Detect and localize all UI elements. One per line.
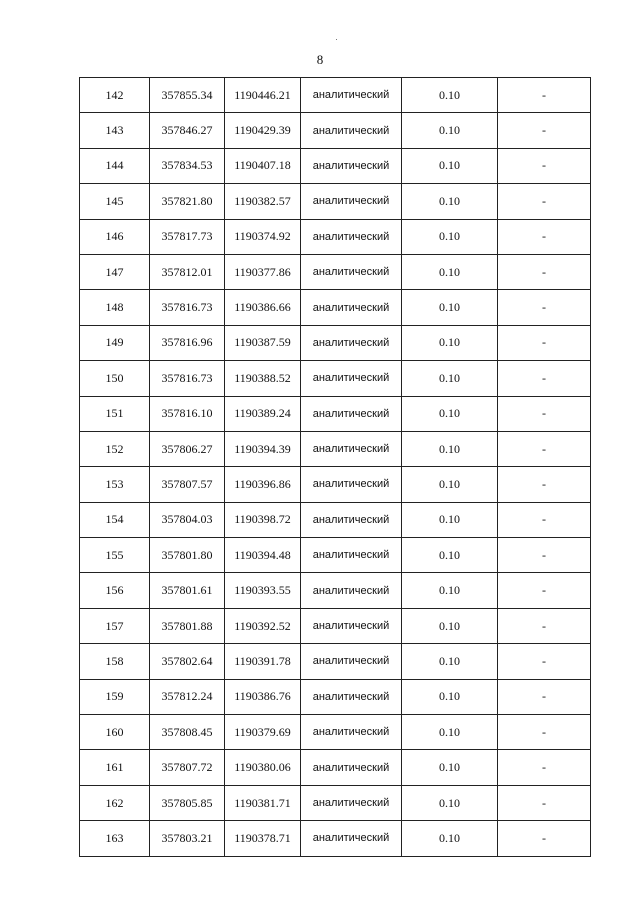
accuracy-cell: 0.10 bbox=[402, 644, 498, 679]
point-number-cell: 142 bbox=[80, 78, 150, 113]
note-cell: - bbox=[498, 254, 591, 289]
table-row bbox=[80, 254, 591, 289]
point-number-cell: 148 bbox=[80, 290, 150, 325]
method-cell: аналитический bbox=[301, 715, 402, 750]
y-coordinate-cell: 1190391.78 bbox=[225, 644, 301, 679]
accuracy-cell: 0.10 bbox=[402, 431, 498, 466]
note-cell: - bbox=[498, 361, 591, 396]
method-cell: аналитический bbox=[301, 219, 402, 254]
note-cell: - bbox=[498, 573, 591, 608]
method-cell: аналитический bbox=[301, 361, 402, 396]
y-coordinate-cell: 1190394.39 bbox=[225, 431, 301, 466]
accuracy-cell: 0.10 bbox=[402, 361, 498, 396]
point-number-cell: 158 bbox=[80, 644, 150, 679]
y-coordinate-cell: 1190389.24 bbox=[225, 396, 301, 431]
method-cell: аналитический bbox=[301, 78, 402, 113]
method-cell: аналитический bbox=[301, 785, 402, 820]
method-cell: аналитический bbox=[301, 573, 402, 608]
accuracy-cell: 0.10 bbox=[402, 113, 498, 148]
point-number-cell: 162 bbox=[80, 785, 150, 820]
x-coordinate-cell: 357816.73 bbox=[150, 361, 225, 396]
note-cell: - bbox=[498, 396, 591, 431]
y-coordinate-cell: 1190429.39 bbox=[225, 113, 301, 148]
method-cell: аналитический bbox=[301, 431, 402, 466]
accuracy-cell: 0.10 bbox=[402, 290, 498, 325]
x-coordinate-cell: 357807.72 bbox=[150, 750, 225, 785]
note-cell: - bbox=[498, 715, 591, 750]
point-number-cell: 163 bbox=[80, 821, 150, 856]
table-row bbox=[80, 538, 591, 573]
x-coordinate-cell: 357804.03 bbox=[150, 502, 225, 537]
method-cell: аналитический bbox=[301, 679, 402, 714]
y-coordinate-cell: 1190382.57 bbox=[225, 184, 301, 219]
method-cell: аналитический bbox=[301, 184, 402, 219]
x-coordinate-cell: 357821.80 bbox=[150, 184, 225, 219]
scan-speck bbox=[336, 39, 337, 40]
y-coordinate-cell: 1190387.59 bbox=[225, 325, 301, 360]
note-cell: - bbox=[498, 750, 591, 785]
y-coordinate-cell: 1190381.71 bbox=[225, 785, 301, 820]
x-coordinate-cell: 357803.21 bbox=[150, 821, 225, 856]
table-row bbox=[80, 821, 591, 856]
y-coordinate-cell: 1190378.71 bbox=[225, 821, 301, 856]
method-cell: аналитический bbox=[301, 608, 402, 643]
note-cell: - bbox=[498, 785, 591, 820]
point-number-cell: 157 bbox=[80, 608, 150, 643]
point-number-cell: 152 bbox=[80, 431, 150, 466]
method-cell: аналитический bbox=[301, 821, 402, 856]
y-coordinate-cell: 1190374.92 bbox=[225, 219, 301, 254]
table-row bbox=[80, 290, 591, 325]
point-number-cell: 147 bbox=[80, 254, 150, 289]
x-coordinate-cell: 357816.73 bbox=[150, 290, 225, 325]
y-coordinate-cell: 1190386.66 bbox=[225, 290, 301, 325]
method-cell: аналитический bbox=[301, 290, 402, 325]
note-cell: - bbox=[498, 184, 591, 219]
point-number-cell: 143 bbox=[80, 113, 150, 148]
accuracy-cell: 0.10 bbox=[402, 679, 498, 714]
x-coordinate-cell: 357801.80 bbox=[150, 538, 225, 573]
note-cell: - bbox=[498, 325, 591, 360]
table-row bbox=[80, 679, 591, 714]
point-number-cell: 154 bbox=[80, 502, 150, 537]
accuracy-cell: 0.10 bbox=[402, 573, 498, 608]
x-coordinate-cell: 357817.73 bbox=[150, 219, 225, 254]
accuracy-cell: 0.10 bbox=[402, 715, 498, 750]
table-row bbox=[80, 396, 591, 431]
x-coordinate-cell: 357802.64 bbox=[150, 644, 225, 679]
y-coordinate-cell: 1190377.86 bbox=[225, 254, 301, 289]
method-cell: аналитический bbox=[301, 254, 402, 289]
table-row bbox=[80, 184, 591, 219]
x-coordinate-cell: 357834.53 bbox=[150, 148, 225, 183]
accuracy-cell: 0.10 bbox=[402, 325, 498, 360]
y-coordinate-cell: 1190396.86 bbox=[225, 467, 301, 502]
table-row bbox=[80, 431, 591, 466]
accuracy-cell: 0.10 bbox=[402, 538, 498, 573]
accuracy-cell: 0.10 bbox=[402, 750, 498, 785]
method-cell: аналитический bbox=[301, 113, 402, 148]
y-coordinate-cell: 1190380.06 bbox=[225, 750, 301, 785]
point-number-cell: 159 bbox=[80, 679, 150, 714]
x-coordinate-cell: 357816.10 bbox=[150, 396, 225, 431]
method-cell: аналитический bbox=[301, 750, 402, 785]
y-coordinate-cell: 1190388.52 bbox=[225, 361, 301, 396]
point-number-cell: 160 bbox=[80, 715, 150, 750]
table-row bbox=[80, 750, 591, 785]
coordinates-table bbox=[79, 77, 591, 857]
note-cell: - bbox=[498, 538, 591, 573]
accuracy-cell: 0.10 bbox=[402, 396, 498, 431]
table-row bbox=[80, 785, 591, 820]
x-coordinate-cell: 357846.27 bbox=[150, 113, 225, 148]
accuracy-cell: 0.10 bbox=[402, 502, 498, 537]
x-coordinate-cell: 357816.96 bbox=[150, 325, 225, 360]
note-cell: - bbox=[498, 148, 591, 183]
method-cell: аналитический bbox=[301, 538, 402, 573]
note-cell: - bbox=[498, 679, 591, 714]
accuracy-cell: 0.10 bbox=[402, 467, 498, 502]
x-coordinate-cell: 357812.01 bbox=[150, 254, 225, 289]
table-row bbox=[80, 644, 591, 679]
table-row bbox=[80, 219, 591, 254]
method-cell: аналитический bbox=[301, 467, 402, 502]
note-cell: - bbox=[498, 467, 591, 502]
x-coordinate-cell: 357855.34 bbox=[150, 78, 225, 113]
point-number-cell: 151 bbox=[80, 396, 150, 431]
x-coordinate-cell: 357801.88 bbox=[150, 608, 225, 643]
table-row bbox=[80, 715, 591, 750]
table-row bbox=[80, 467, 591, 502]
point-number-cell: 145 bbox=[80, 184, 150, 219]
accuracy-cell: 0.10 bbox=[402, 78, 498, 113]
note-cell: - bbox=[498, 608, 591, 643]
point-number-cell: 150 bbox=[80, 361, 150, 396]
coordinates-table-body bbox=[80, 78, 591, 857]
table-row bbox=[80, 608, 591, 643]
table-row bbox=[80, 573, 591, 608]
x-coordinate-cell: 357806.27 bbox=[150, 431, 225, 466]
y-coordinate-cell: 1190407.18 bbox=[225, 148, 301, 183]
note-cell: - bbox=[498, 821, 591, 856]
point-number-cell: 153 bbox=[80, 467, 150, 502]
table-row bbox=[80, 502, 591, 537]
note-cell: - bbox=[498, 644, 591, 679]
note-cell: - bbox=[498, 290, 591, 325]
x-coordinate-cell: 357812.24 bbox=[150, 679, 225, 714]
note-cell: - bbox=[498, 219, 591, 254]
table-row bbox=[80, 361, 591, 396]
table-row bbox=[80, 148, 591, 183]
accuracy-cell: 0.10 bbox=[402, 219, 498, 254]
method-cell: аналитический bbox=[301, 396, 402, 431]
y-coordinate-cell: 1190446.21 bbox=[225, 78, 301, 113]
table-row bbox=[80, 113, 591, 148]
accuracy-cell: 0.10 bbox=[402, 608, 498, 643]
accuracy-cell: 0.10 bbox=[402, 148, 498, 183]
method-cell: аналитический bbox=[301, 325, 402, 360]
y-coordinate-cell: 1190379.69 bbox=[225, 715, 301, 750]
table-row bbox=[80, 78, 591, 113]
point-number-cell: 161 bbox=[80, 750, 150, 785]
y-coordinate-cell: 1190398.72 bbox=[225, 502, 301, 537]
note-cell: - bbox=[498, 113, 591, 148]
point-number-cell: 146 bbox=[80, 219, 150, 254]
method-cell: аналитический bbox=[301, 644, 402, 679]
y-coordinate-cell: 1190393.55 bbox=[225, 573, 301, 608]
note-cell: - bbox=[498, 431, 591, 466]
point-number-cell: 149 bbox=[80, 325, 150, 360]
table-row bbox=[80, 325, 591, 360]
point-number-cell: 144 bbox=[80, 148, 150, 183]
page-number: 8 bbox=[316, 52, 324, 67]
note-cell: - bbox=[498, 502, 591, 537]
x-coordinate-cell: 357807.57 bbox=[150, 467, 225, 502]
accuracy-cell: 0.10 bbox=[402, 254, 498, 289]
point-number-cell: 155 bbox=[80, 538, 150, 573]
y-coordinate-cell: 1190386.76 bbox=[225, 679, 301, 714]
y-coordinate-cell: 1190392.52 bbox=[225, 608, 301, 643]
note-cell: - bbox=[498, 78, 591, 113]
accuracy-cell: 0.10 bbox=[402, 184, 498, 219]
method-cell: аналитический bbox=[301, 502, 402, 537]
accuracy-cell: 0.10 bbox=[402, 785, 498, 820]
y-coordinate-cell: 1190394.48 bbox=[225, 538, 301, 573]
point-number-cell: 156 bbox=[80, 573, 150, 608]
method-cell: аналитический bbox=[301, 148, 402, 183]
x-coordinate-cell: 357801.61 bbox=[150, 573, 225, 608]
x-coordinate-cell: 357808.45 bbox=[150, 715, 225, 750]
accuracy-cell: 0.10 bbox=[402, 821, 498, 856]
x-coordinate-cell: 357805.85 bbox=[150, 785, 225, 820]
